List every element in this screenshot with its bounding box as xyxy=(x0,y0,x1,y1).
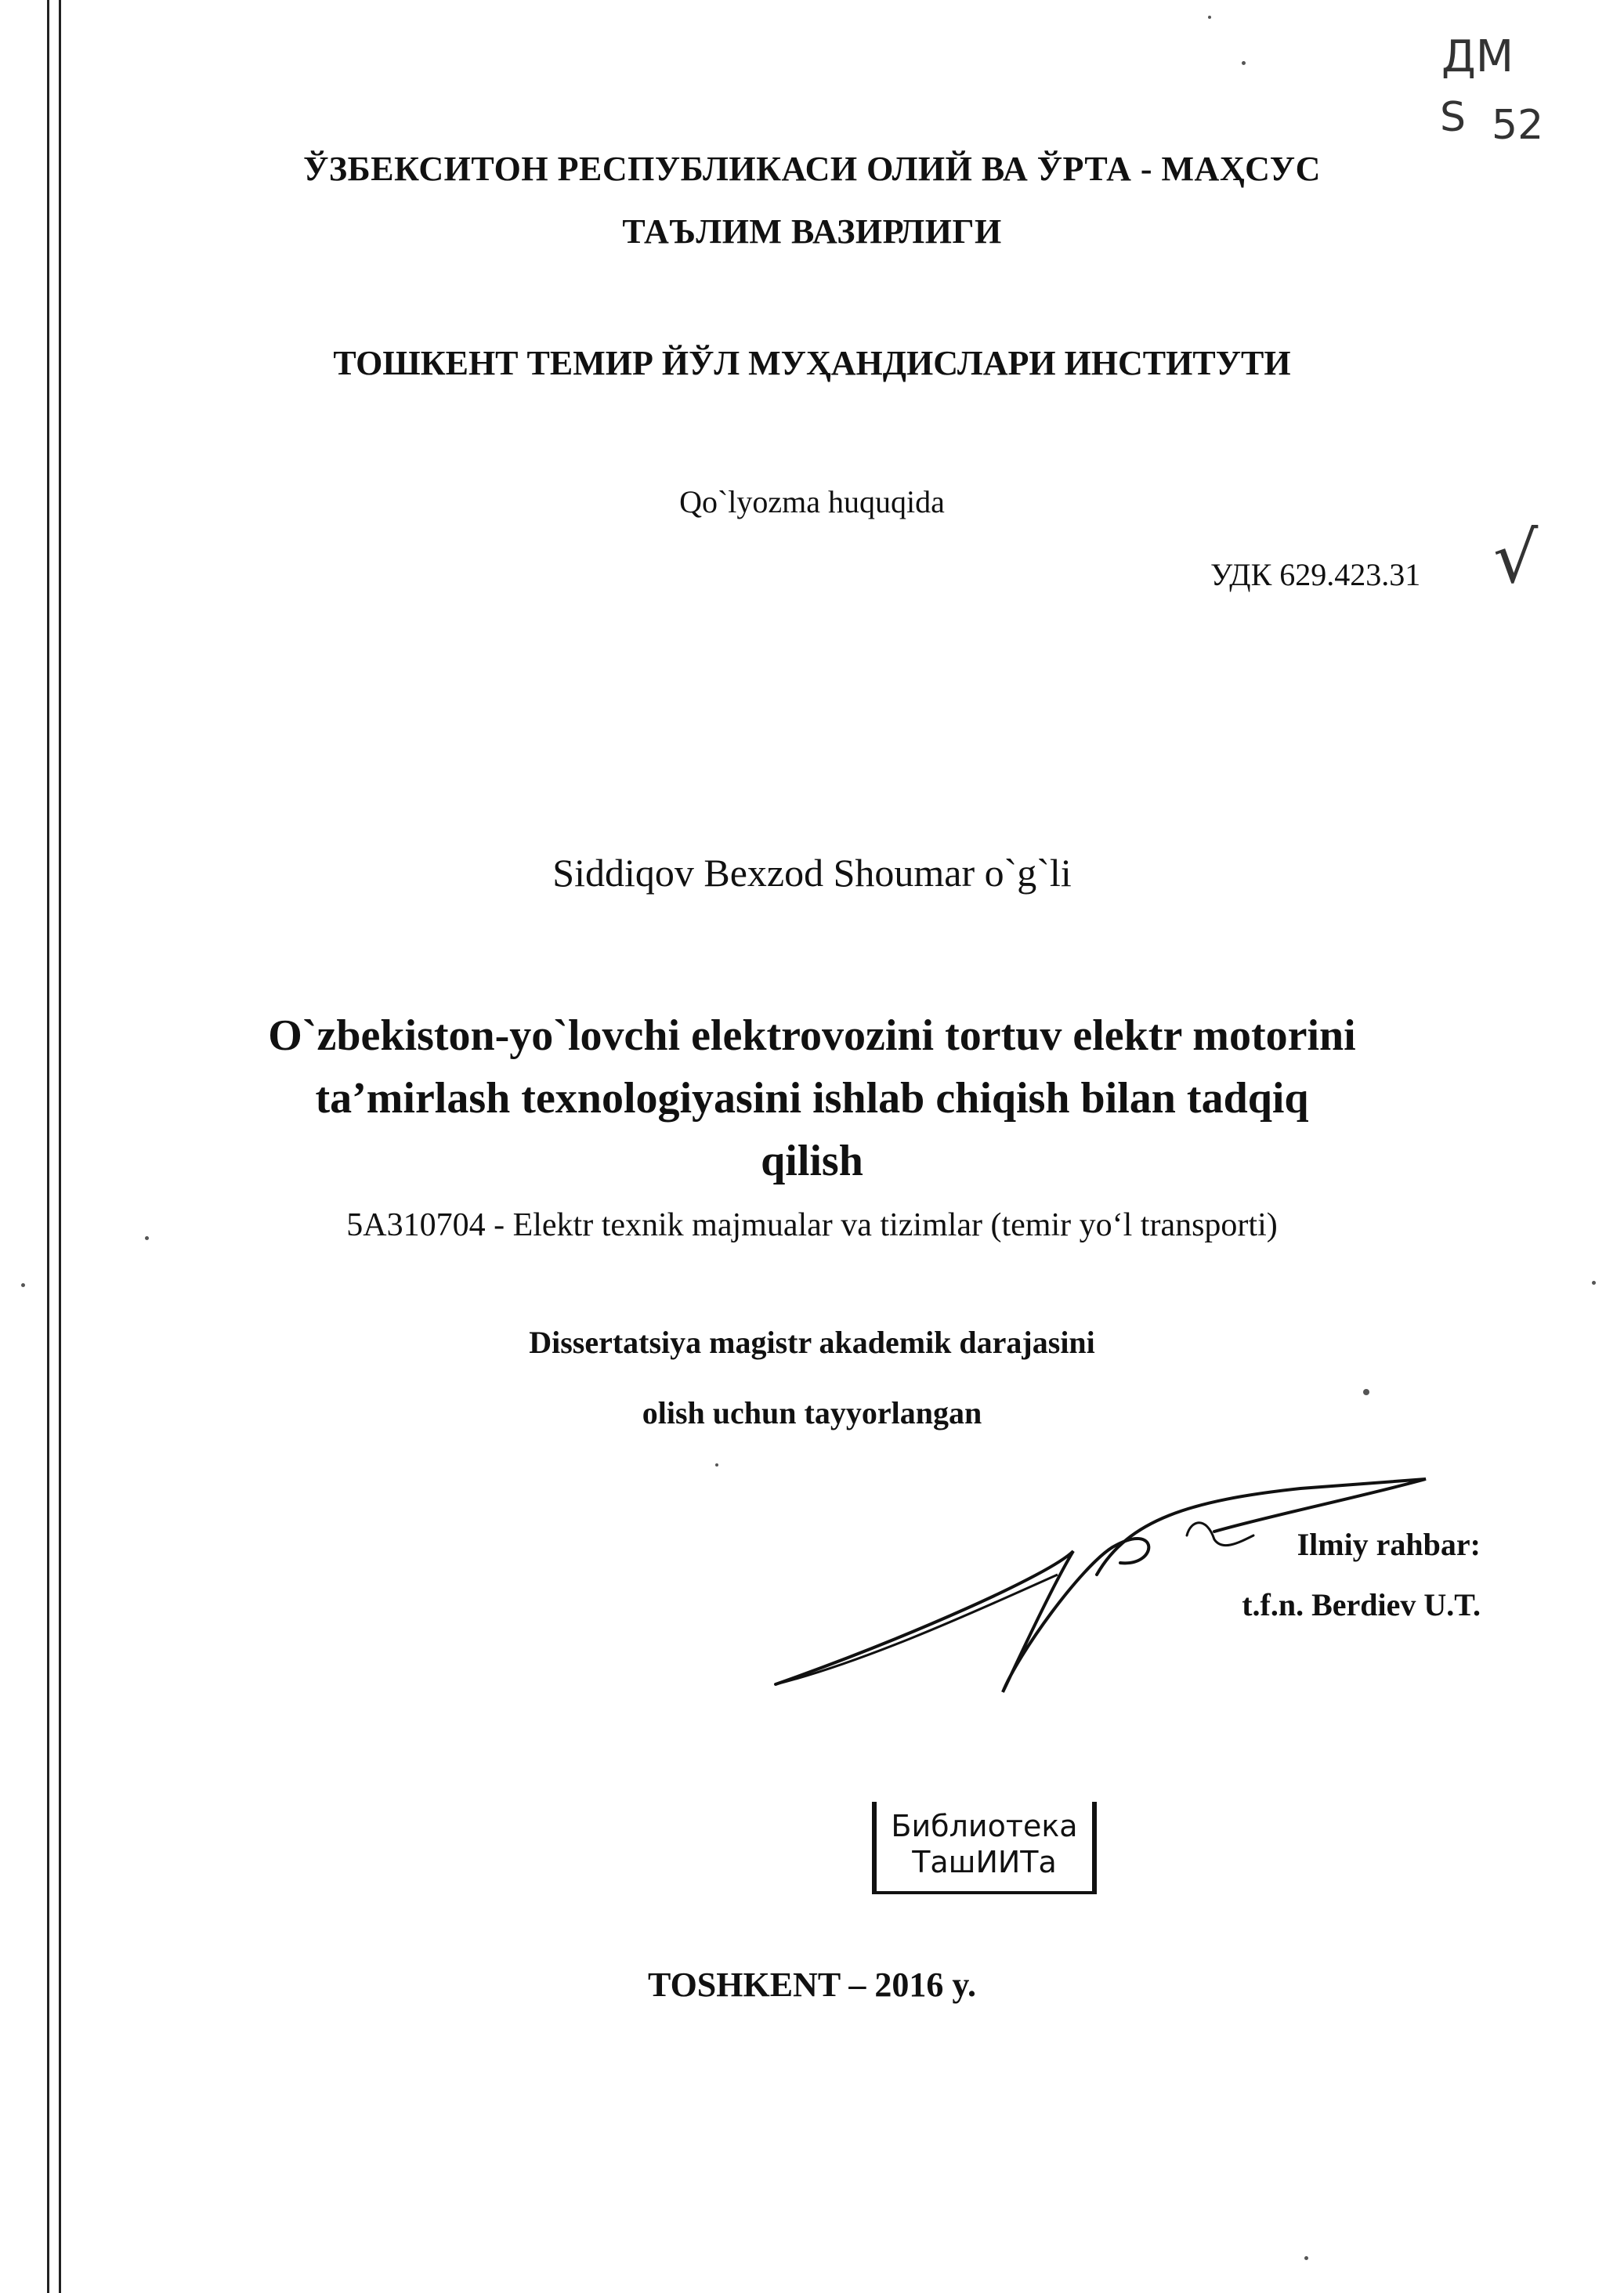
ministry-line-2: ТАЪЛИМ ВАЗИРЛИГИ xyxy=(622,212,1002,251)
title-line-3: qilish xyxy=(761,1137,863,1185)
library-stamp xyxy=(872,1802,1097,1894)
advisor-label: Ilmiy rahbar: xyxy=(1297,1527,1481,1562)
advisor-name: t.f.n. Berdiev U.T. xyxy=(1242,1587,1481,1622)
stamp-line-2: ТашИИТа xyxy=(912,1845,1057,1879)
scan-speck xyxy=(1242,61,1246,65)
manuscript-note: Qo`lyozma huquqida xyxy=(679,484,945,519)
ministry-line-1: ЎЗБЕКСИТОН РЕСПУБЛИКАСИ ОЛИЙ ВА ЎРТА - МАҲСУС xyxy=(303,150,1321,188)
scan-speck xyxy=(21,1283,25,1287)
dissertation-purpose-line-2: olish uchun tayyorlangan xyxy=(642,1395,982,1430)
handwritten-checkmark: √ xyxy=(1493,517,1539,599)
city-year: TOSHKENT – 2016 y. xyxy=(648,1966,976,2004)
specialty-code: 5A310704 - Elektr texnik majmualar va tizimlar (temir yo‘l transporti) xyxy=(346,1207,1278,1243)
dissertation-purpose-line-1: Dissertatsiya magistr akademik darajasini xyxy=(529,1325,1095,1360)
handwritten-code-letter: S xyxy=(1440,94,1467,141)
handwritten-code-number: 52 xyxy=(1492,102,1544,149)
stamp-line-1: Библиотека xyxy=(891,1809,1078,1843)
dissertation-title xyxy=(0,1004,1624,1192)
scan-speck xyxy=(1304,2256,1308,2260)
title-line-2: ta’mirlash texnologiyasini ishlab chiqish bilan tadqiq xyxy=(315,1074,1309,1123)
scan-speck xyxy=(1592,1281,1596,1285)
author-name: Siddiqov Bexzod Shoumar o`g`li xyxy=(552,851,1072,895)
institute-name: ТОШКЕНТ ТЕМИР ЙЎЛ МУҲАНДИСЛАРИ ИНСТИТУТИ xyxy=(333,344,1291,382)
signature xyxy=(752,1473,1441,1708)
scan-speck xyxy=(1208,16,1211,19)
udk-code: УДК 629.423.31 xyxy=(1210,557,1421,592)
scan-speck xyxy=(715,1463,718,1467)
title-line-1: O`zbekiston-yo`lovchi elektrovozini tortuv elektr motorini xyxy=(268,1011,1356,1060)
handwritten-code-line1: ДМ xyxy=(1441,31,1514,82)
